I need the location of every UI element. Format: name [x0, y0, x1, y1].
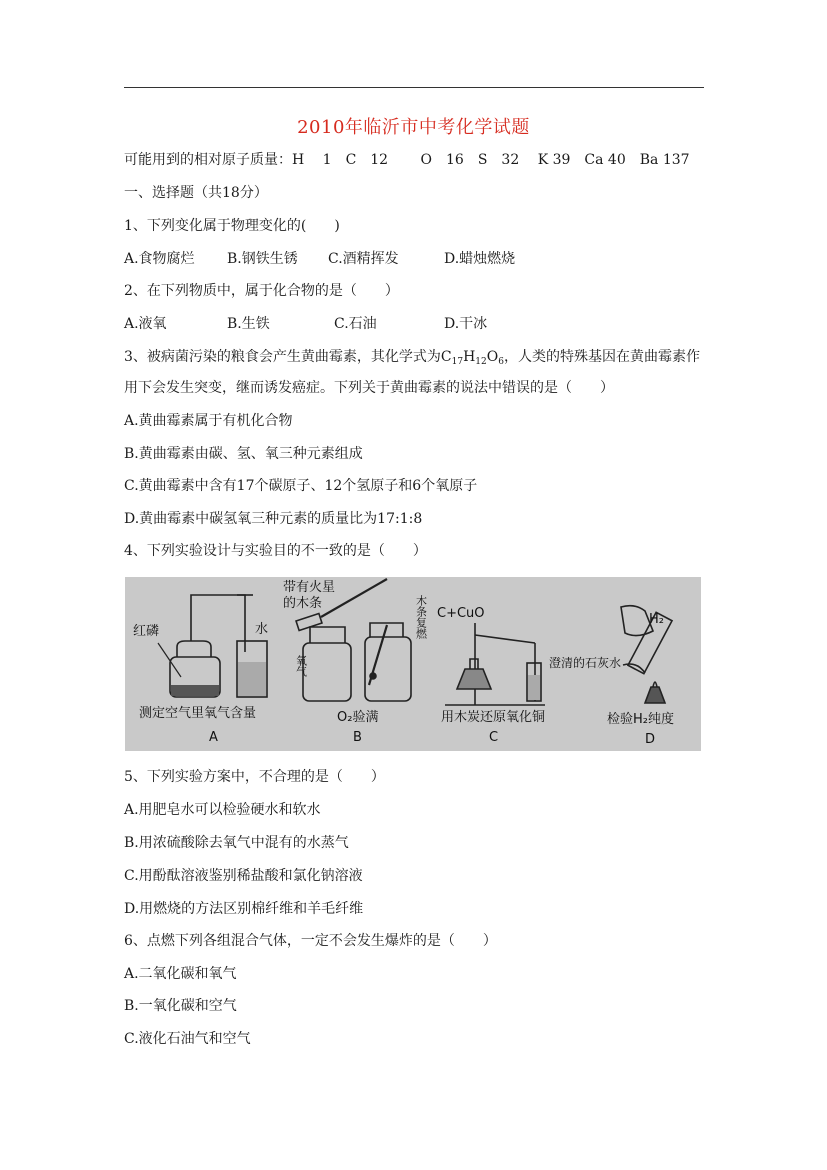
question-5-option-a: A.用肥皂水可以检验硬水和软水 — [124, 802, 321, 818]
question-3-option-c: C.黄曲霉素中含有17个碳原子、12个氢原子和6个氧原子 — [124, 478, 478, 494]
subscript: 12 — [475, 357, 487, 367]
question-6-option-c: C.液化石油气和空气 — [124, 1031, 251, 1047]
question-1-options — [124, 251, 724, 267]
option-a: A.液氧 — [124, 316, 167, 332]
question-6-stem: 6、点燃下列各组混合气体，一定不会发生爆炸的是（ ） — [124, 933, 497, 949]
option-d: D.蜡烛燃烧 — [444, 251, 516, 267]
apparatus-a — [158, 595, 267, 697]
question-5-option-c: C.用酚酞溶液鉴别稀盐酸和氯化钠溶液 — [124, 868, 363, 884]
stem-part: ，人类的特殊基因在黄曲霉素作 — [503, 349, 700, 365]
option-d: D.干冰 — [444, 316, 488, 332]
label-limewater: 澄清的石灰水 — [549, 656, 622, 670]
caption-c: 用木炭还原氧化铜 — [441, 710, 546, 725]
apparatus-c — [445, 623, 545, 705]
letter-a: A — [209, 730, 218, 745]
question-1-stem: 1、下列变化属于物理变化的( ) — [124, 218, 340, 234]
label-water: 水 — [255, 622, 269, 637]
question-2-stem: 2、在下列物质中，属于化合物的是（ ） — [124, 283, 399, 299]
stem-part: 3、被病菌污染的粮食会产生黄曲霉素，其化学式为C — [124, 349, 452, 365]
question-2-options — [124, 316, 724, 332]
option-b: B.生铁 — [227, 316, 270, 332]
subscript: 17 — [451, 357, 464, 367]
apparatus-d — [621, 606, 672, 703]
letter-d: D — [645, 732, 656, 747]
stem-part: H — [463, 349, 476, 365]
question-3-option-b: B.黄曲霉素由碳、氢、氧三种元素组成 — [124, 446, 363, 462]
letter-c: C — [489, 730, 499, 745]
option-c: C.酒精挥发 — [328, 251, 399, 267]
caption-b: O₂验满 — [337, 710, 379, 725]
question-4-stem: 4、下列实验设计与实验目的不一致的是（ ） — [124, 543, 427, 559]
stem-part: O — [486, 349, 499, 365]
label-c-cuo: C+CuO — [437, 606, 485, 621]
label-h2: H₂ — [649, 612, 664, 627]
question-3-stem-continued: 用下会发生突变，继而诱发癌症。下列关于黄曲霉素的说法中错误的是（ ） — [124, 380, 614, 396]
option-a: A.食物腐烂 — [124, 251, 195, 267]
atomic-masses: 可能用到的相对原子质量：H 1 C 12 O 16 S 32 K 39 Ca 40 Ba 137 — [124, 152, 690, 168]
question-5-stem: 5、下列实验方案中，不合理的是（ ） — [124, 769, 385, 785]
experiment-figure — [125, 577, 701, 751]
header-rule — [124, 87, 704, 88]
label-reignite: 木条复燃 — [414, 595, 428, 639]
label-glowing-stick-1: 带有火星 — [283, 580, 336, 595]
question-6-option-b: B.一氧化碳和空气 — [124, 998, 237, 1014]
question-5-option-d: D.用燃烧的方法区别棉纤维和羊毛纤维 — [124, 901, 364, 917]
subscript: 6 — [498, 357, 504, 367]
section-heading: 一、选择题（共18分） — [124, 185, 268, 201]
caption-a: 测定空气里氧气含量 — [139, 706, 257, 721]
question-3-option-a: A.黄曲霉素属于有机化合物 — [124, 413, 293, 429]
question-5-option-b: B.用浓硫酸除去氧气中混有的水蒸气 — [124, 835, 349, 851]
option-c: C.石油 — [334, 316, 377, 332]
question-3-stem — [124, 349, 700, 370]
label-red-phosphorus: 红磷 — [133, 624, 160, 639]
option-b: B.钢铁生锈 — [227, 251, 298, 267]
label-oxygen: 氧气 — [294, 655, 308, 677]
question-6-option-a: A.二氧化碳和氧气 — [124, 966, 237, 982]
caption-d: 检验H₂纯度 — [607, 712, 674, 727]
question-3-option-d: D.黄曲霉素中碳氢氧三种元素的质量比为17:1:8 — [124, 511, 423, 527]
page-title: 2010年临沂市中考化学试题 — [297, 117, 530, 138]
label-glowing-stick-2: 的木条 — [283, 596, 323, 611]
letter-b: B — [353, 730, 362, 745]
